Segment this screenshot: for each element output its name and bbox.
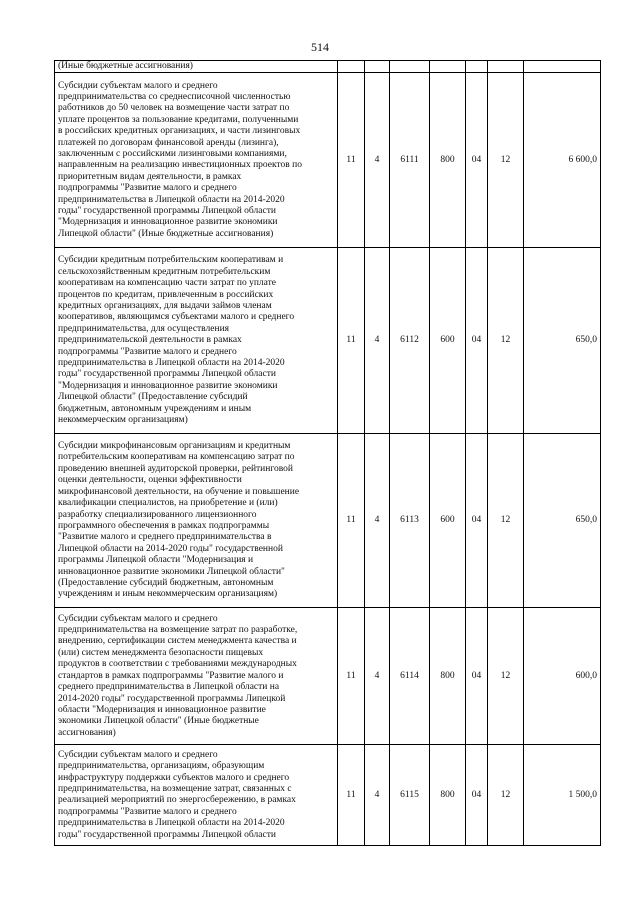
cell-code: 11 [338, 248, 365, 434]
description-line: "Развитие малого и среднего предпринимательства в [58, 532, 272, 543]
description-line: подпрограммы "Развитие малого и среднего [58, 346, 237, 357]
description-line: годы" государственной программы Липецкой области [58, 829, 276, 840]
description-line: Субсидии субъектам малого и среднего [58, 80, 218, 91]
row-description: (Иные бюджетные ассигнования) [55, 61, 338, 73]
cell-code: 4 [365, 608, 390, 745]
cell-code: 04 [466, 248, 488, 434]
row-description [55, 434, 338, 608]
cell-code: 11 [338, 745, 365, 846]
cell-code: 800 [430, 608, 466, 745]
cell-code: 4 [365, 73, 390, 248]
description-line: продуктов в соответствии с требованиями международных [58, 659, 297, 670]
description-line: предпринимательства в Липецкой области на 2014-2020 [58, 358, 285, 369]
cell-code: 800 [430, 73, 466, 248]
description-line: программы Липецкой области "Модернизация и [58, 555, 254, 566]
description-line: потребительским кооперативам на компенсацию затрат по [58, 452, 295, 463]
row-description [55, 248, 338, 434]
table-row [55, 73, 601, 248]
description-line: в российских кредитных организациях, и части лизинговых [58, 126, 301, 137]
description-line: программного обеспечения в рамках подпрограммы [58, 520, 270, 531]
cell-code: 04 [466, 434, 488, 608]
cell-code: 4 [365, 248, 390, 434]
description-line: направленным на реализацию инвестиционных проектов по [58, 160, 302, 171]
cell-empty [488, 61, 524, 73]
description-line: процентов по кредитам, привлеченным в российских [58, 289, 274, 300]
cell-empty [430, 61, 466, 73]
cell-amount: 650,0 [524, 248, 601, 434]
cell-code: 11 [338, 608, 365, 745]
cell-code: 6111 [390, 73, 430, 248]
description-line: Субсидии микрофинансовым организациям и кредитным [58, 441, 291, 452]
description-line: некоммерческим организациям) [58, 415, 188, 426]
description-line: Липецкой области" (Предоставление субсидий [58, 392, 248, 403]
description-line: предпринимательской деятельности в рамках [58, 335, 242, 346]
row-description [55, 73, 338, 248]
row-description [55, 608, 338, 745]
cell-code: 12 [488, 248, 524, 434]
description-line: ассигнования) [58, 727, 116, 738]
description-line: Субсидии субъектам малого и среднего [58, 613, 218, 624]
table-row [55, 61, 601, 73]
description-line: годы" государственной программы Липецкой области [58, 369, 276, 380]
description-line: работников до 50 человек на возмещение части затрат по [58, 103, 290, 114]
cell-code: 04 [466, 608, 488, 745]
cell-amount: 6 600,0 [524, 73, 601, 248]
description-line: внедрению, сертификации систем менеджмента качества и [58, 636, 297, 647]
description-line: среднего предпринимательства в Липецкой области на [58, 682, 280, 693]
cell-code: 04 [466, 745, 488, 846]
table-row [55, 608, 601, 745]
cell-empty [365, 61, 390, 73]
description-line: учреждениям и иным некоммерческим организациям) [58, 589, 278, 600]
cell-code: 12 [488, 608, 524, 745]
description-line: экономики Липецкой области" (Иные бюджетные [58, 716, 259, 727]
description-line: 2014-2020 годы" государственной программы Липецкой [58, 693, 286, 704]
table-row [55, 745, 601, 846]
description-line: квалификации специалистов, на приобретение и (или) [58, 498, 278, 509]
description-line: предпринимательства, для осуществления [58, 323, 230, 334]
cell-code: 12 [488, 745, 524, 846]
description-line: предпринимательства в Липецкой области на 2014-2020 [58, 194, 285, 205]
table-row [55, 434, 601, 608]
description-line: заключенным с российскими лизинговыми компаниями, [58, 149, 287, 159]
description-line: инновационное развитие экономики Липецкой области" [58, 566, 285, 577]
cell-amount: 1 500,0 [524, 745, 601, 846]
description-line: Липецкой области" (Иные бюджетные ассигнования) [58, 228, 274, 239]
description-line: области "Модернизация и инновационное развитие [58, 704, 266, 715]
description-line: оценки деятельности, оценки эффективности [58, 475, 242, 486]
description-line: предпринимательства на возмещение затрат по разработке, [58, 625, 298, 636]
description-line: разработку специализированного лицензионного [58, 509, 257, 520]
description-line: стандартов в рамках подпрограммы "Развитие малого и [58, 670, 284, 681]
cell-code: 4 [365, 434, 390, 608]
description-line: предпринимательства в Липецкой области на 2014-2020 [58, 818, 285, 829]
cell-code: 4 [365, 745, 390, 846]
cell-code: 04 [466, 73, 488, 248]
cell-code: 11 [338, 73, 365, 248]
description-line: Субсидии кредитным потребительским кооперативам и [58, 255, 284, 266]
description-line: (или) систем менеджмента безопасности пищевых [58, 647, 264, 658]
cell-amount: 650,0 [524, 434, 601, 608]
cell-code: 600 [430, 248, 466, 434]
cell-empty [466, 61, 488, 73]
cell-code: 800 [430, 745, 466, 846]
table-row [55, 248, 601, 434]
cell-empty [390, 61, 430, 73]
description-line: годы" государственной программы Липецкой области [58, 206, 276, 217]
description-line: предпринимательства, на возмещение затрат, связанных с [58, 784, 292, 794]
description-line: уплате процентов за пользование кредитами, полученными [58, 114, 299, 125]
description-line: кооперативам на компенсацию части затрат по уплате [58, 278, 276, 289]
description-line: микрофинансовой деятельности, на обучение и повышение [58, 486, 300, 497]
description-line: кооперативов, являющимся субъектами малого и среднего [58, 312, 295, 323]
cell-empty [524, 61, 601, 73]
cell-code: 6114 [390, 608, 430, 745]
description-line: Субсидии субъектам малого и среднего [58, 749, 218, 760]
description-line: платежей по договорам финансовой аренды (лизинга), [58, 137, 279, 148]
cell-code: 600 [430, 434, 466, 608]
page-number: 514 [311, 40, 329, 54]
description-line: подпрограммы "Развитие малого и среднего [58, 183, 237, 194]
description-line: Липецкой области на 2014-2020 годы" государственной [58, 543, 283, 554]
description-line: "Модернизация и инновационное развитие экономики [58, 217, 278, 228]
description-line: (Предоставление субсидий бюджетным, автономным [58, 577, 274, 588]
cell-code: 12 [488, 434, 524, 608]
cell-code: 6112 [390, 248, 430, 434]
description-line: предпринимательства со среднесписочной численностью [58, 91, 291, 102]
description-line: реализацией мероприятий по энергосбережению, в рамках [58, 795, 296, 806]
cell-code: 6115 [390, 745, 430, 846]
description-line: предпринимательства, организациям, образующим [58, 761, 265, 772]
description-line: инфраструктуру поддержки субъектов малого и среднего [58, 772, 290, 783]
description-line: приоритетным видам деятельности, в рамках [58, 171, 242, 182]
description-line: бюджетным, автономным учреждениям и иным [58, 403, 252, 414]
description-line: проведению внешней аудиторской проверки, рейтинговой [58, 463, 294, 474]
cell-amount: 600,0 [524, 608, 601, 745]
cell-code: 6113 [390, 434, 430, 608]
row-description [55, 745, 338, 846]
description-line: сельскохозяйственным кредитным потребительским [58, 266, 271, 277]
description-line: кредитных организациях, для выдачи займов членам [58, 300, 272, 311]
budget-table [54, 60, 601, 846]
cell-code: 11 [338, 434, 365, 608]
cell-code: 12 [488, 73, 524, 248]
description-line: подпрограммы "Развитие малого и среднего [58, 806, 237, 817]
cell-empty [338, 61, 365, 73]
description-line: "Модернизация и инновационное развитие экономики [58, 380, 278, 391]
